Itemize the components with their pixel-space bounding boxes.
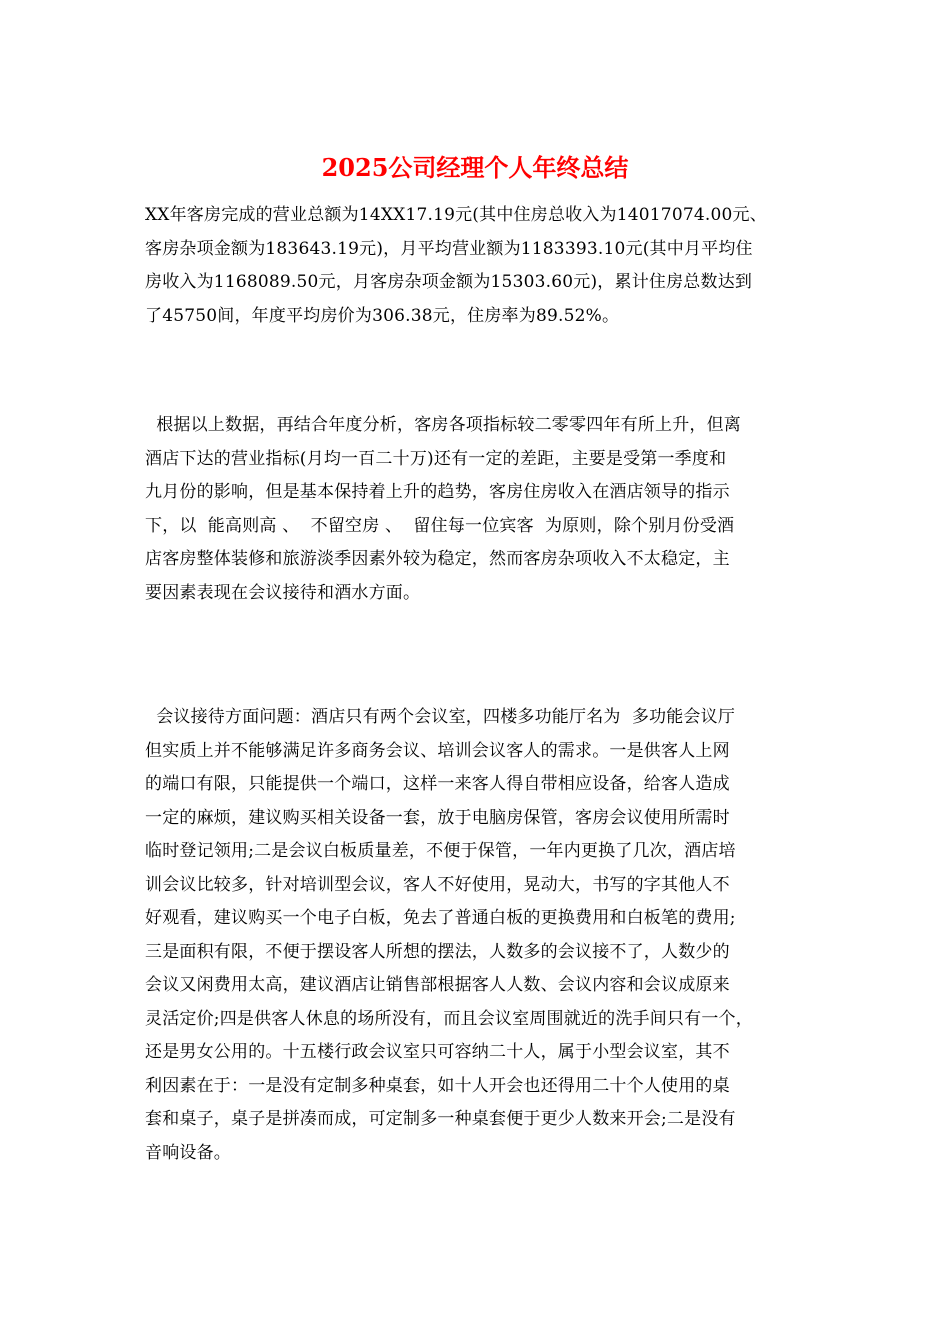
text-line: 会议接待方面问题：酒店只有两个会议室，四楼多功能厅名为 多功能会议厅 [145, 707, 736, 727]
text-line: 房收入为1168089.50元，月客房杂项金额为15303.60元)，累计住房总数达到 [145, 272, 753, 292]
text-line: 九月份的影响，但是基本保持着上升的趋势，客房住房收入在酒店领导的指示 [145, 482, 730, 502]
text-line: 一定的麻烦，建议购买相关设备一套，放于电脑房保管，客房会议使用所需时 [145, 807, 730, 828]
text-line: 酒店下达的营业指标(月均一百二十万)还有一定的差距，主要是受第一季度和 [145, 448, 727, 469]
text-line: 了45750间，年度平均房价为306.38元，住房率为89.52%。 [145, 305, 620, 326]
text-line: 利因素在于：一是没有定制多种桌套，如十人开会也还得用二十个人使用的桌 [145, 1075, 730, 1096]
text-line: 根据以上数据，再结合年度分析，客房各项指标较二零零四年有所上升，但离 [145, 415, 742, 435]
text-line: 灵活定价;四是供客人休息的场所没有，而且会议室周围就近的洗手间只有一个， [145, 1008, 753, 1029]
text-line: 的端口有限，只能提供一个端口，这样一来客人得自带相应设备，给客人造成 [145, 774, 730, 794]
text-line: 套和桌子，桌子是拼凑而成，可定制多一种桌套便于更少人数来开会;二是没有 [145, 1109, 736, 1129]
text-line: 客房杂项金额为183643.19元)，月平均营业额为1183393.10元(其中月平均住 [145, 238, 753, 259]
text-line: 音响设备。 [145, 1142, 231, 1163]
text-line: 但实质上并不能够满足许多商务会议、培训会议客人的需求。一是供客人上网 [145, 740, 730, 761]
document-title: 2025公司经理个人年终总结 [321, 153, 629, 182]
paragraph-revenue-summary [145, 199, 815, 333]
text-line: 三是面积有限，不便于摆设客人所想的摆法，人数多的会议接不了，人数少的 [145, 941, 730, 962]
text-line: 训会议比较多，针对培训型会议，客人不好使用，晃动大，书写的字其他人不 [145, 874, 730, 895]
text-line: XX年客房完成的营业总额为14XX17.19元(其中住房总收入为14017074.00元、 [145, 205, 767, 225]
text-line: 临时登记领用;二是会议白板质量差，不便于保管，一年内更换了几次，酒店培 [145, 841, 736, 861]
text-line: 会议又闲费用太高，建议酒店让销售部根据客人人数、会议内容和会议成原来 [145, 975, 730, 995]
paragraph-analysis [145, 409, 815, 610]
text-line: 好观看，建议购买一个电子白板，免去了普通白板的更换费用和白板笔的费用; [145, 908, 736, 928]
paragraph-meeting-issues [145, 701, 815, 1170]
text-line: 要因素表现在会议接待和酒水方面。 [145, 582, 421, 603]
text-line: 下，以 能高则高 、 不留空房 、 留住每一位宾客 为原则，除个别月份受酒 [145, 515, 735, 536]
text-line: 店客房整体装修和旅游淡季因素外较为稳定，然而客房杂项收入不太稳定，主 [145, 549, 730, 569]
text-line: 还是男女公用的。十五楼行政会议室只可容纳二十人，属于小型会议室，其不 [145, 1042, 730, 1062]
